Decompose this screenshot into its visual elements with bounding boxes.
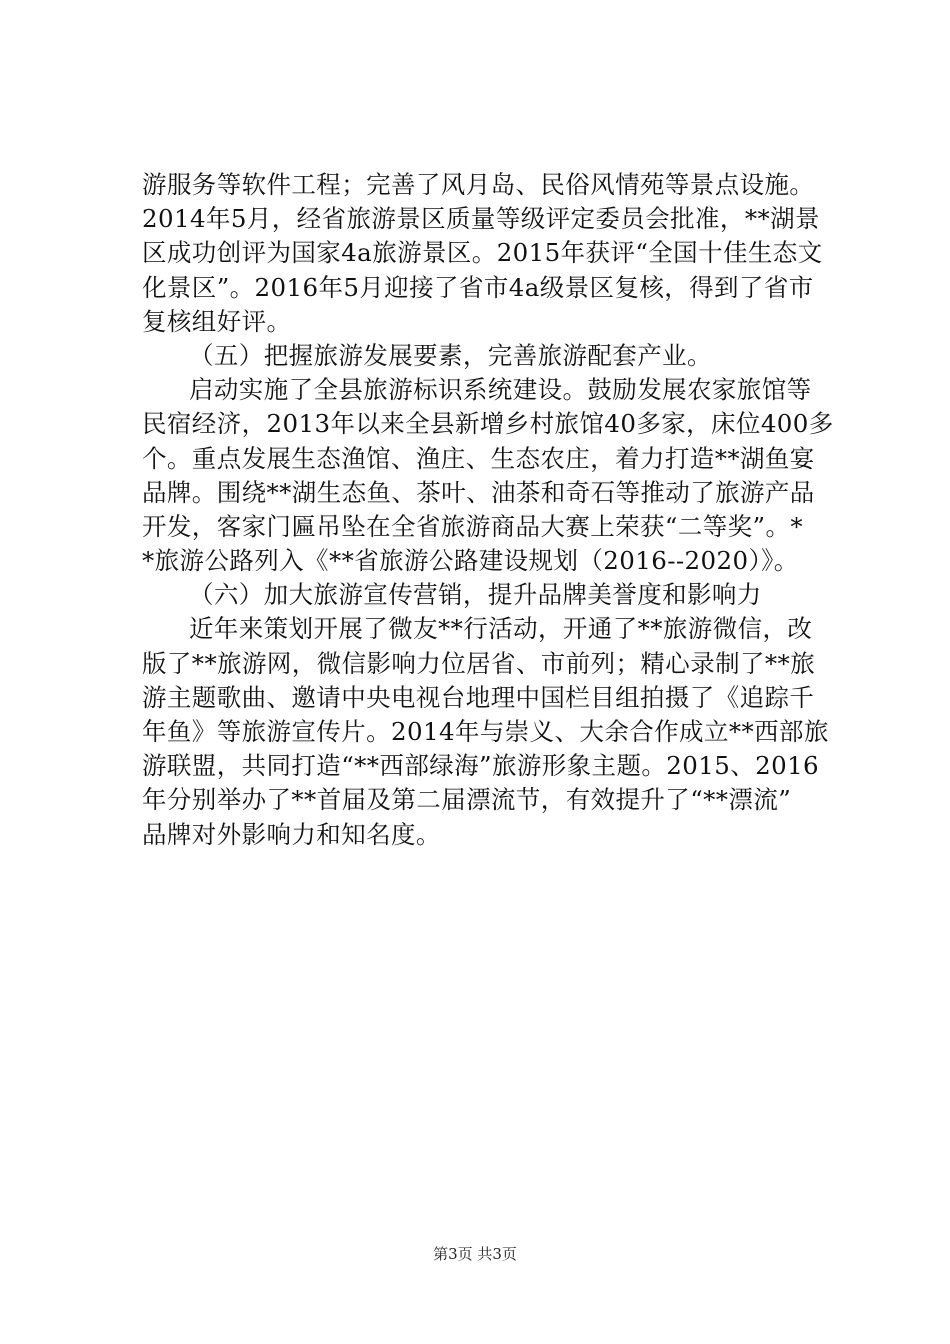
paragraph-supporting-industry xyxy=(142,373,842,578)
text-line: 版了**旅游网，微信影响力位居省、市前列；精心录制了**旅 xyxy=(142,648,816,678)
text-line: 年鱼》等旅游宣传片。2014年与崇义、大余合作成立**西部旅 xyxy=(142,717,829,746)
section-heading-5 xyxy=(142,339,842,373)
text-line: 启动实施了全县旅游标识系统建设。鼓励发展农家旅馆等 xyxy=(189,375,812,405)
page-footer: 第3页 共3页 xyxy=(433,1245,517,1263)
text-line: *旅游公路列入《**省旅游公路建设规划（2016--2020）》。 xyxy=(142,546,799,576)
text-line: 2014年5月，经省旅游景区质量等级评定委员会批准，**湖景 xyxy=(142,204,820,234)
heading-line: （六）加大旅游宣传营销，提升品牌美誉度和影响力 xyxy=(189,580,762,610)
text-line: 化景区”。2016年5月迎接了省市4a级景区复核，得到了省市 xyxy=(142,272,814,302)
paragraph-scenic-area xyxy=(142,168,842,339)
paragraph-marketing xyxy=(142,612,842,851)
text-line: 游联盟，共同打造“**西部绿海”旅游形象主题。2015、2016 xyxy=(142,751,820,781)
heading-line: （五）把握旅游发展要素，完善旅游配套产业。 xyxy=(189,340,712,370)
text-line: 游主题歌曲、邀请中央电视台地理中国栏目组拍摄了《追踪千 xyxy=(142,682,815,712)
section-heading-6 xyxy=(142,578,842,612)
text-line: 近年来策划开展了微友**行活动，开通了**旅游微信，改 xyxy=(189,614,813,644)
document-body xyxy=(142,168,842,852)
text-line: 个。重点发展生态渔馆、渔庄、生态农庄，着力打造**湖鱼宴 xyxy=(142,443,815,473)
text-line: 品牌。围绕**湖生态鱼、茶叶、油茶和奇石等推动了旅游产品 xyxy=(142,477,815,507)
text-line: 年分别举办了**首届及第二届漂流节，有效提升了“**漂流” xyxy=(142,785,792,815)
text-line: 复核组好评。 xyxy=(142,306,292,336)
text-line: 品牌对外影响力和知名度。 xyxy=(142,819,441,849)
text-line: 开发，客家门匾吊坠在全省旅游商品大赛上荣获“二等奖”。* xyxy=(142,511,803,541)
text-line: 区成功创评为国家4a旅游景区。2015年获评“全国十佳生态文 xyxy=(142,238,823,268)
text-line: 民宿经济，2013年以来全县新增乡村旅馆40多家，床位400多 xyxy=(142,409,834,439)
text-line: 游服务等软件工程；完善了风月岛、民俗风情苑等景点设施。 xyxy=(142,170,815,199)
